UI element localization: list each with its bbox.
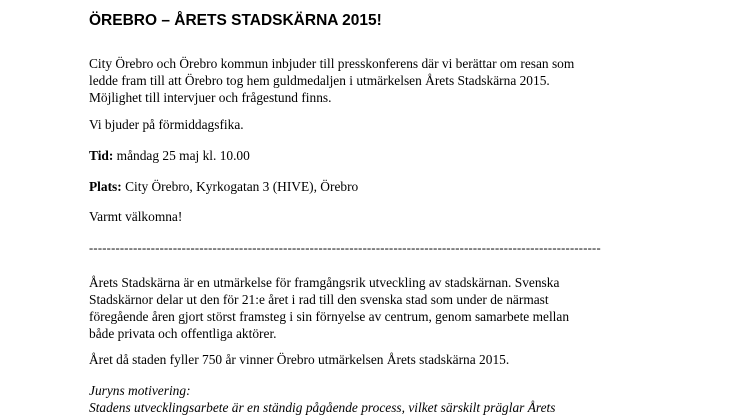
place-value: City Örebro, Kyrkogatan 3 (HIVE), Örebro [121, 179, 359, 194]
dashed-divider: -------------------------------------------------------------------------------------------------------------------- [89, 241, 601, 255]
place-label: Plats: [89, 179, 122, 194]
fika-paragraph: Vi bjuder på förmiddagsfika. [89, 117, 244, 132]
intro-line: City Örebro och Örebro kommun inbjuder till presskonferens där vi berättar om resan som [89, 56, 575, 71]
intro-line: ledde fram till att Örebro tog hem guldmedaljen i utmärkelsen Årets Stadskärna 2015. [89, 73, 550, 88]
anniversary-paragraph: Året då staden fyller 750 år vinner Örebro utmärkelsen Årets stadskärna 2015. [89, 352, 510, 367]
about-paragraph [89, 274, 569, 342]
about-line: föregående åren gjort störst framsteg i sin förnyelse av centrum, genom samarbete mellan [89, 309, 570, 324]
time-paragraph [89, 147, 250, 164]
about-line: Årets Stadskärna är en utmärkelse för framgångsrik utveckling av stadskärnan. Svenska [89, 275, 560, 290]
document-title: ÖREBRO – ÅRETS STADSKÄRNA 2015! [89, 12, 382, 29]
about-line: Stadskärnor delar ut den för 21:e året i rad till den svenska stad som under de närmast [89, 292, 549, 307]
about-line: både privata och offentliga aktörer. [89, 326, 277, 341]
time-value: måndag 25 maj kl. 10.00 [113, 148, 250, 163]
welcome-paragraph: Varmt välkomna! [89, 209, 183, 224]
jury-heading: Juryns motivering: [89, 383, 191, 398]
time-label: Tid: [89, 148, 114, 163]
intro-line: Möjlighet till intervjuer och frågestund finns. [89, 90, 332, 105]
jury-text: Stadens utvecklingsarbete är en ständig pågående process, vilket särskilt präglar Årets [89, 400, 556, 415]
intro-paragraph [89, 55, 574, 106]
place-paragraph [89, 178, 358, 195]
